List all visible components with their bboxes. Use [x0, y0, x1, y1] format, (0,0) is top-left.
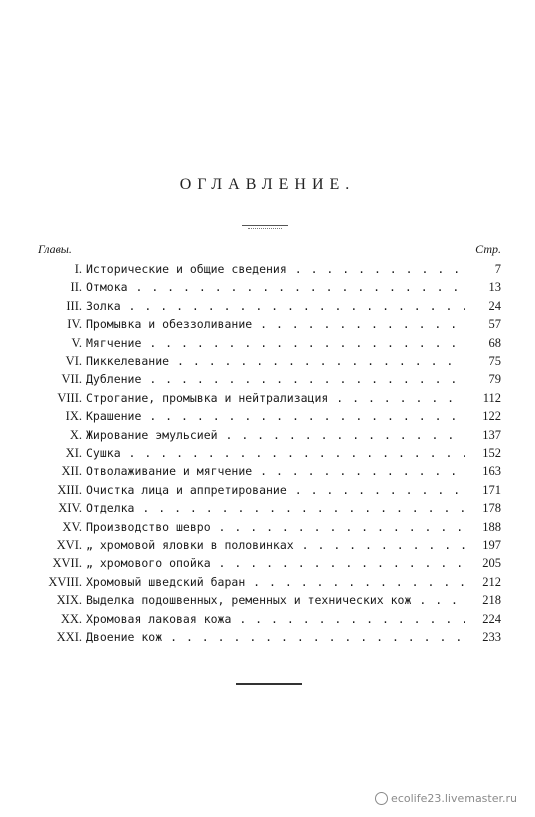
watermark-logo-icon: [375, 792, 388, 805]
page-title: ОГЛАВЛЕНИЕ.: [179, 176, 356, 193]
chapter-title: Хромовый шведский баран . . .: [86, 574, 465, 591]
chapter-title: Отмока . . .: [86, 279, 465, 296]
chapter-number: V.: [71, 335, 82, 350]
chapter-title: Дубление . . .: [86, 371, 465, 388]
chapter-number: III.: [66, 298, 82, 313]
toc-row: [0, 574, 535, 591]
chapter-number: XVIII.: [48, 574, 82, 589]
chapter-title: Отделка . . .: [86, 500, 465, 517]
toc-row: [0, 427, 535, 444]
chapter-number: VIII.: [57, 390, 82, 405]
chapter-title: „ хромовой яловки в половинках . . .: [86, 537, 465, 554]
toc-row: [0, 555, 535, 572]
page-number: 75: [488, 354, 501, 368]
watermark: [375, 792, 517, 806]
chapter-number: I.: [74, 262, 82, 276]
page-number: 233: [482, 630, 501, 644]
toc-row: [0, 353, 535, 370]
toc-row: [0, 298, 535, 315]
toc-row: [0, 335, 535, 352]
page-number: 112: [482, 390, 501, 405]
chapter-number: VI.: [65, 354, 82, 368]
page-number: 122: [482, 409, 501, 424]
chapter-number: II.: [70, 280, 82, 295]
chapter-title: Выделка подошвенных, ременных и технических кож . . .: [86, 592, 465, 609]
page-number: 197: [482, 538, 501, 552]
toc-row: [0, 611, 535, 628]
toc-row: [0, 261, 535, 278]
toc-row: [0, 500, 535, 517]
chapter-title: Двоение кож . . .: [86, 629, 465, 646]
chapter-number: IV.: [67, 317, 82, 332]
chapter-number: XVII.: [52, 556, 82, 571]
toc-row: [0, 390, 535, 407]
chapter-title: Хромовая лаковая кожа . . .: [86, 611, 465, 628]
page-number: 79: [488, 372, 501, 387]
chapter-title: Мягчение . . .: [86, 335, 465, 352]
page-number: 188: [482, 519, 501, 534]
page-number: 205: [482, 556, 501, 571]
chapter-title: „ хромового опойка . . .: [86, 555, 465, 572]
title-underline-dotted: [248, 228, 282, 229]
toc-row: [0, 537, 535, 554]
chapters-column-header: Главы.: [38, 242, 72, 256]
chapter-title: Отволаживание и мягчение . . .: [86, 463, 465, 480]
chapter-number: XVI.: [56, 538, 82, 552]
chapter-title: Золка . . .: [86, 298, 465, 315]
title-underline: [242, 225, 288, 226]
chapter-number: X.: [69, 427, 82, 442]
chapter-number: XXI.: [56, 630, 82, 644]
page-number: 218: [482, 593, 501, 608]
toc-row: [0, 463, 535, 480]
chapter-title: Производство шевро . . .: [86, 519, 465, 536]
toc-row: [0, 371, 535, 388]
toc-row: [0, 482, 535, 499]
page-number: 224: [482, 611, 501, 626]
chapter-title: Промывка и обеззоливание . . .: [86, 316, 465, 333]
page-number: 57: [488, 317, 501, 332]
page-number: 171: [482, 482, 501, 497]
toc-row: [0, 519, 535, 536]
chapter-number: XX.: [60, 611, 82, 626]
page-number: 13: [488, 280, 501, 295]
chapter-number: XIII.: [57, 482, 82, 497]
watermark-text: ecolife23.livemaster.ru: [391, 791, 517, 805]
toc-row: [0, 279, 535, 296]
page-number: 68: [488, 335, 501, 350]
chapter-title: Сушка . . .: [86, 445, 465, 462]
chapter-number: XII.: [61, 464, 82, 479]
chapter-number: IX.: [65, 409, 82, 424]
toc-row: [0, 445, 535, 462]
chapter-number: VII.: [61, 372, 82, 387]
chapter-number: XV.: [62, 519, 82, 534]
toc-row: [0, 592, 535, 609]
chapter-number: XI.: [65, 446, 82, 460]
page-number: 24: [488, 298, 501, 313]
chapter-title: Строгание, промывка и нейтрализация . . .: [86, 390, 465, 407]
toc-row: [0, 629, 535, 646]
chapter-title: Жирование эмульсией . . .: [86, 427, 465, 444]
chapter-number: XIX.: [56, 593, 82, 608]
page-number: 163: [482, 464, 501, 479]
closing-rule: [236, 683, 302, 685]
page-number: 7: [494, 262, 501, 276]
chapter-title: Пиккелевание . . .: [86, 353, 465, 370]
chapter-number: XIV.: [58, 501, 82, 516]
page-number: 178: [482, 501, 501, 516]
chapter-title: Исторические и общие сведения . . .: [86, 261, 465, 278]
page-number: 137: [482, 427, 501, 442]
chapter-title: Очистка лица и аппретирование . . .: [86, 482, 465, 499]
toc-row: [0, 316, 535, 333]
toc-row: [0, 408, 535, 425]
page-number: 212: [482, 574, 501, 589]
page-number: 152: [482, 446, 501, 460]
chapter-title: Крашение . . .: [86, 408, 465, 425]
pages-column-header: Стр.: [475, 242, 501, 256]
